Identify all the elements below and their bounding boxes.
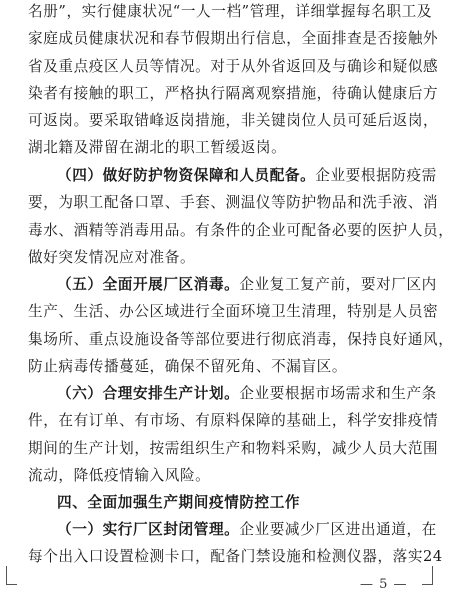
text-run: 企业要根据防疫需	[315, 167, 437, 184]
paragraph-health-screening	[28, 0, 439, 162]
text-line	[28, 162, 437, 189]
text-line: 集场所、重点设施设备等部位要进行彻底消毒，保持良好通风，	[28, 330, 453, 348]
paragraph-closed-management	[28, 516, 443, 571]
subheading-one: （一）实行厂区封闭管理。	[57, 521, 240, 538]
text-run: 企业要减少厂区进出通道，在	[239, 521, 437, 538]
text-line: 防止病毒传播蔓延，确保不留死角、不漏盲区。	[28, 357, 348, 375]
paragraph-production-plan	[28, 380, 439, 489]
text-line	[28, 380, 437, 407]
text-line: 家庭成员健康状况和春节假期出行信息，全面排查是否接触外	[28, 30, 439, 48]
text-line	[28, 271, 437, 298]
section-heading: 四、全面加强生产期间疫情防控工作	[57, 494, 301, 511]
text-line: 期间的生产计划，按需组织生产和物料采购，减少人员大范围	[28, 439, 439, 457]
text-line: 染者有接触的职工，严格执行隔离观察措施，待确认健康后方	[28, 84, 439, 102]
text-line: 湖北籍及滞留在湖北的职工暂缓返岗。	[28, 139, 287, 157]
text-run: 企业要根据市场需求和生产条	[239, 385, 437, 402]
crop-mark-left	[6, 566, 17, 585]
text-line: 毒水、酒精等消毒用品。有条件的企业可配备必要的医护人员，	[28, 221, 453, 239]
text-line: 每个出入口设置检测卡口，配备门禁设施和检测仪器，落实24	[28, 548, 443, 566]
subheading-six: （六）合理安排生产计划。	[57, 385, 240, 402]
text-line: 件，在有订单、有市场、有原料保障的基础上，科学安排疫情	[28, 412, 439, 430]
page-number: — 5 —	[360, 577, 408, 592]
paragraph-protective-supplies	[28, 162, 453, 271]
text-line: 省及重点疫区人员等情况。对于从外省返回及与确诊和疑似感	[28, 57, 439, 75]
text-line: 做好突发情况应对准备。	[28, 248, 196, 266]
paragraph-disinfection	[28, 271, 453, 380]
crop-mark-right	[422, 566, 433, 585]
text-line	[28, 516, 437, 543]
text-line: 生产、生活、办公区域进行全面环境卫生清理，特别是人员密	[28, 303, 439, 321]
text-line: 要，为职工配备口罩、手套、测温仪等防护物品和洗手液、消	[28, 194, 439, 212]
text-run: 企业复工复产前，要对厂区内	[239, 276, 437, 293]
subheading-four: （四）做好防护物资保障和人员配备。	[57, 167, 316, 184]
text-line: 可返岗。要采取错峰返岗措施，非关键岗位人员可延后返岗，	[28, 112, 439, 130]
text-line: 流动，降低疫情输入风险。	[28, 466, 211, 484]
text-line: 名册”，实行健康状况“一人一档”管理，详细掌握每名职工及	[28, 3, 433, 20]
subheading-five: （五）全面开展厂区消毒。	[57, 276, 240, 293]
